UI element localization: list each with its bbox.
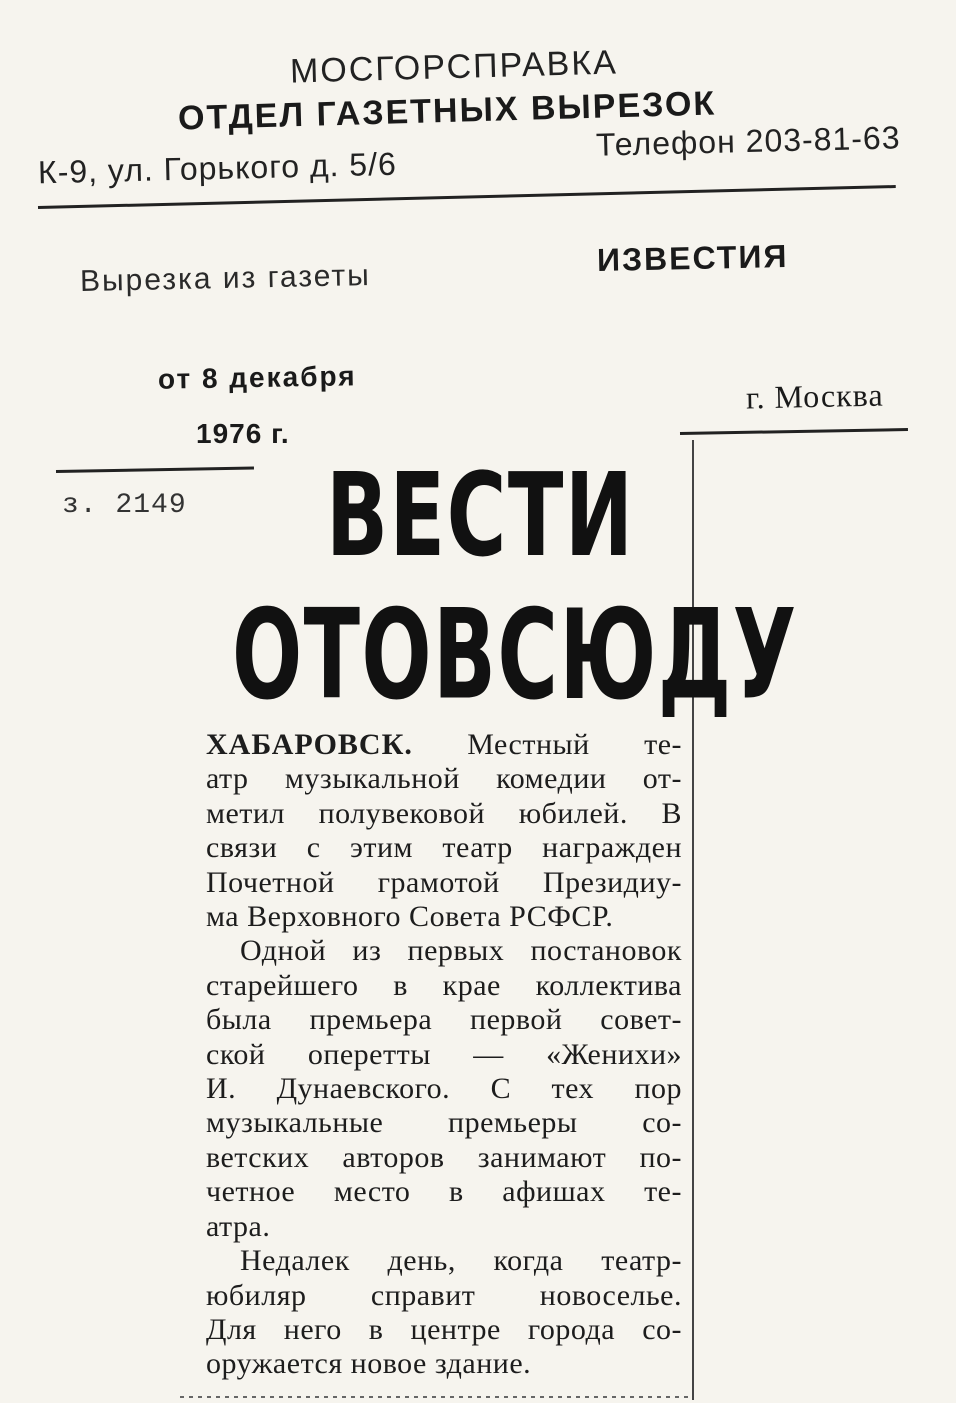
clipping-date: от 8 декабря — [157, 360, 357, 395]
article-line: атра. — [206, 1209, 271, 1243]
article-line: юбиляр справит новоселье. — [206, 1278, 682, 1312]
header-divider — [38, 185, 896, 209]
article-line: ма Верховного Совета РСФСР. — [206, 900, 614, 934]
dateline: ХАБАРОВСК. — [206, 728, 413, 761]
clipping-city: г. Москва — [745, 376, 884, 416]
article-line: старейшего в крае коллектива — [206, 968, 682, 1002]
article-line: четное место в афишах те- — [206, 1175, 682, 1209]
order-number: з. 2149 — [62, 490, 187, 521]
article-line: Одной из первых постановок — [240, 934, 682, 968]
phone-number: Телефон 203-81-63 — [595, 119, 901, 163]
article-line: музыкальные премьеры со- — [206, 1106, 682, 1140]
article-line: Недалек день, когда театр- — [240, 1244, 682, 1278]
article-line: Почетной грамотой Президиу- — [206, 865, 682, 899]
article-line — [206, 728, 682, 762]
article-line: была премьера первой совет- — [206, 1003, 682, 1037]
date-divider — [56, 467, 254, 473]
article-text: Местный те- — [412, 728, 682, 761]
article-line: метил полувековой юбилей. В — [206, 796, 682, 830]
article-line: ской оперетты — «Женихи» — [206, 1037, 682, 1071]
article-line: ветских авторов занимают по- — [206, 1140, 682, 1174]
article-body — [206, 728, 682, 1382]
article-line: атр музыкальной комедии от- — [206, 762, 682, 796]
clipping-year: 1976 г. — [196, 418, 290, 449]
address: К-9, ул. Горького д. 5/6 — [37, 145, 398, 191]
article-line: связи с этим театр награжден — [206, 831, 682, 865]
article-line: И. Дунаевского. С тех пор — [206, 1072, 682, 1106]
article-line: оружается новое здание. — [206, 1347, 532, 1381]
article-line: Для него в центре города со- — [206, 1312, 682, 1346]
city-divider — [680, 428, 908, 435]
headline-line-1: ВЕСТИ — [326, 448, 635, 583]
newspaper-name: ИЗВЕСТИЯ — [596, 238, 789, 278]
department-name: ОТДЕЛ ГАЗЕТНЫХ ВЫРЕЗОК — [177, 84, 717, 138]
organization-name: МОСГОРСПРАВКА — [289, 43, 619, 91]
cut-edge — [180, 1396, 692, 1398]
clipping-label: Вырезка из газеты — [79, 258, 372, 299]
headline-line-2: ОТОВСЮДУ — [232, 582, 798, 727]
